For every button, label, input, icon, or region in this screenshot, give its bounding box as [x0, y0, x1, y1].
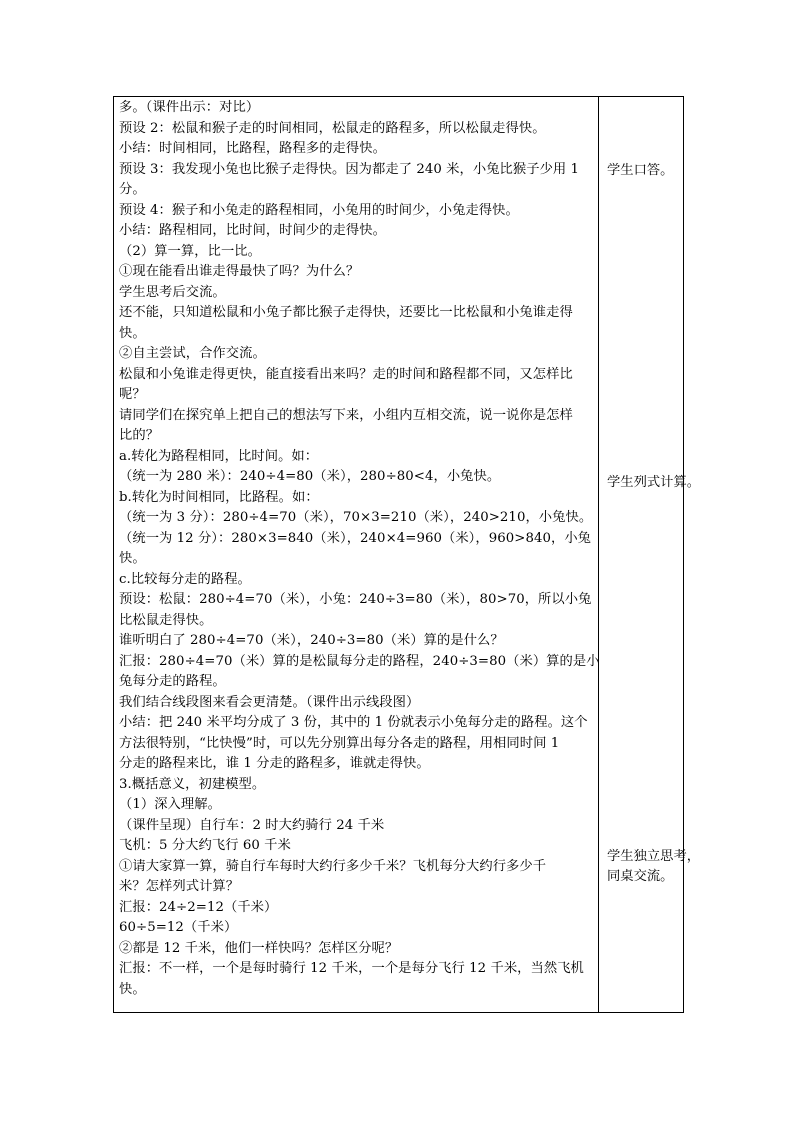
text-line: ①请大家算一算，骑自行车每时大约行多少千米？飞机每分大约行多少千: [119, 858, 547, 874]
text-line: （统一为 12 分）：280×3=840（米），240×4=960（米），960>840，小兔: [119, 530, 592, 546]
text-line: （课件呈现）自行车：2 时大约骑行 24 千米: [119, 817, 385, 833]
text-line: 快。: [119, 325, 146, 341]
text-line: （统一为 280 米）：240÷4=80（米），280÷80<4，小兔快。: [119, 469, 501, 484]
text-line: 预设 2：松鼠和猴子走的时间相同，松鼠走的路程多，所以松鼠走得快。: [119, 120, 546, 136]
text-line: 预设：松鼠：280÷4=70（米），小兔：240÷3=80（米），80>70，所以小兔: [119, 592, 592, 607]
lesson-plan-table: [113, 96, 701, 1013]
text-line: 小结：路程相同，比时间，时间少的走得快。: [119, 223, 386, 238]
note-line: 学生列式计算。: [607, 475, 701, 490]
text-line: 汇报：不一样，一个是每时骑行 12 千米，一个是每分飞行 12 千米，当然飞机: [119, 961, 584, 976]
text-line: 快。: [119, 981, 146, 997]
note-line: 同桌交流。: [607, 869, 674, 884]
text-line: 方法很特别，“比快慢”时，可以先分别算出每分各走的路程，用相同时间 1: [119, 735, 560, 751]
text-line: 小结：把 240 米平均分成了 3 份，其中的 1 份就表示小兔每分走的路程。这个: [119, 715, 588, 730]
text-line: a.转化为路程相同，比时间。如：: [119, 448, 319, 464]
text-line: （2）算一算，比一比。: [119, 243, 261, 259]
text-line: 谁听明白了 280÷4=70（米），240÷3=80（米）算的是什么？: [119, 633, 504, 648]
text-line: （1）深入理解。: [119, 797, 221, 812]
text-line: 60÷5=12（千米）: [119, 920, 238, 935]
text-line: 学生思考后交流。: [119, 284, 226, 300]
text-line: 兔每分走的路程。: [119, 674, 226, 689]
text-line: 预设 4：猴子和小兔走的路程相同，小兔用的时间少，小兔走得快。: [119, 202, 519, 218]
table-row: [114, 97, 684, 1013]
text-line: 我们结合线段图来看会更清楚。（课件出示线段图）: [119, 694, 420, 710]
text-line: c.比较每分走的路程。: [119, 571, 251, 587]
text-line: ②自主尝试，合作交流。: [119, 346, 266, 361]
text-line: b.转化为时间相同，比路程。如：: [119, 489, 319, 505]
text-line: （统一为 3 分）：280÷4=70（米），70×3=210（米），240>210，小兔快。: [119, 510, 593, 525]
student-note-oral-answer: [607, 161, 673, 181]
teaching-process-text: [114, 97, 598, 1000]
text-line: 小结：时间相同，比路程，路程多的走得快。: [119, 141, 386, 156]
text-line: 松鼠和小兔谁走得更快，能直接看出来吗？走的时间和路程都不同，又怎样比: [119, 366, 573, 382]
student-note-calculation: [607, 473, 700, 493]
text-line: 汇报：280÷4=70（米）算的是松鼠每分走的路程，240÷3=80（米）算的是小: [119, 653, 600, 669]
text-line: 请同学们在探究单上把自己的想法写下来，小组内互相交流，说一说你是怎样: [119, 407, 573, 423]
text-line: 3.概括意义，初建模型。: [119, 776, 266, 792]
text-line: 预设 3：我发现小兔也比猴子走得快。因为都走了 240 米，小兔比猴子少用 1: [119, 161, 580, 177]
text-line: 汇报：24÷2=12（千米）: [119, 899, 278, 915]
student-activity-cell: [599, 97, 701, 1013]
text-line: 多。（课件出示：对比）: [119, 100, 260, 115]
note-line: 学生独立思考，: [607, 849, 701, 864]
text-line: 飞机：5 分大约飞行 60 千米: [119, 838, 291, 853]
text-line: 米？怎样列式计算？: [119, 879, 240, 894]
teaching-process-cell: [114, 97, 599, 1013]
student-note-discussion: [607, 847, 700, 887]
text-line: 还不能，只知道松鼠和小兔子都比猴子走得快，还要比一比松鼠和小兔谁走得: [119, 305, 573, 320]
note-line: 学生口答。: [607, 163, 674, 178]
text-line: 比松鼠走得快。: [119, 612, 213, 628]
text-line: 分。: [119, 182, 146, 197]
text-line: ②都是 12 千米，他们一样快吗？怎样区分呢？: [119, 940, 399, 956]
text-line: 呢？: [119, 387, 146, 402]
text-line: 分走的路程来比，谁 1 分走的路程多，谁就走得快。: [119, 756, 430, 771]
text-line: 快。: [119, 551, 146, 566]
text-line: ①现在能看出谁走得最快了吗？为什么？: [119, 264, 360, 279]
text-line: 比的？: [119, 428, 160, 443]
